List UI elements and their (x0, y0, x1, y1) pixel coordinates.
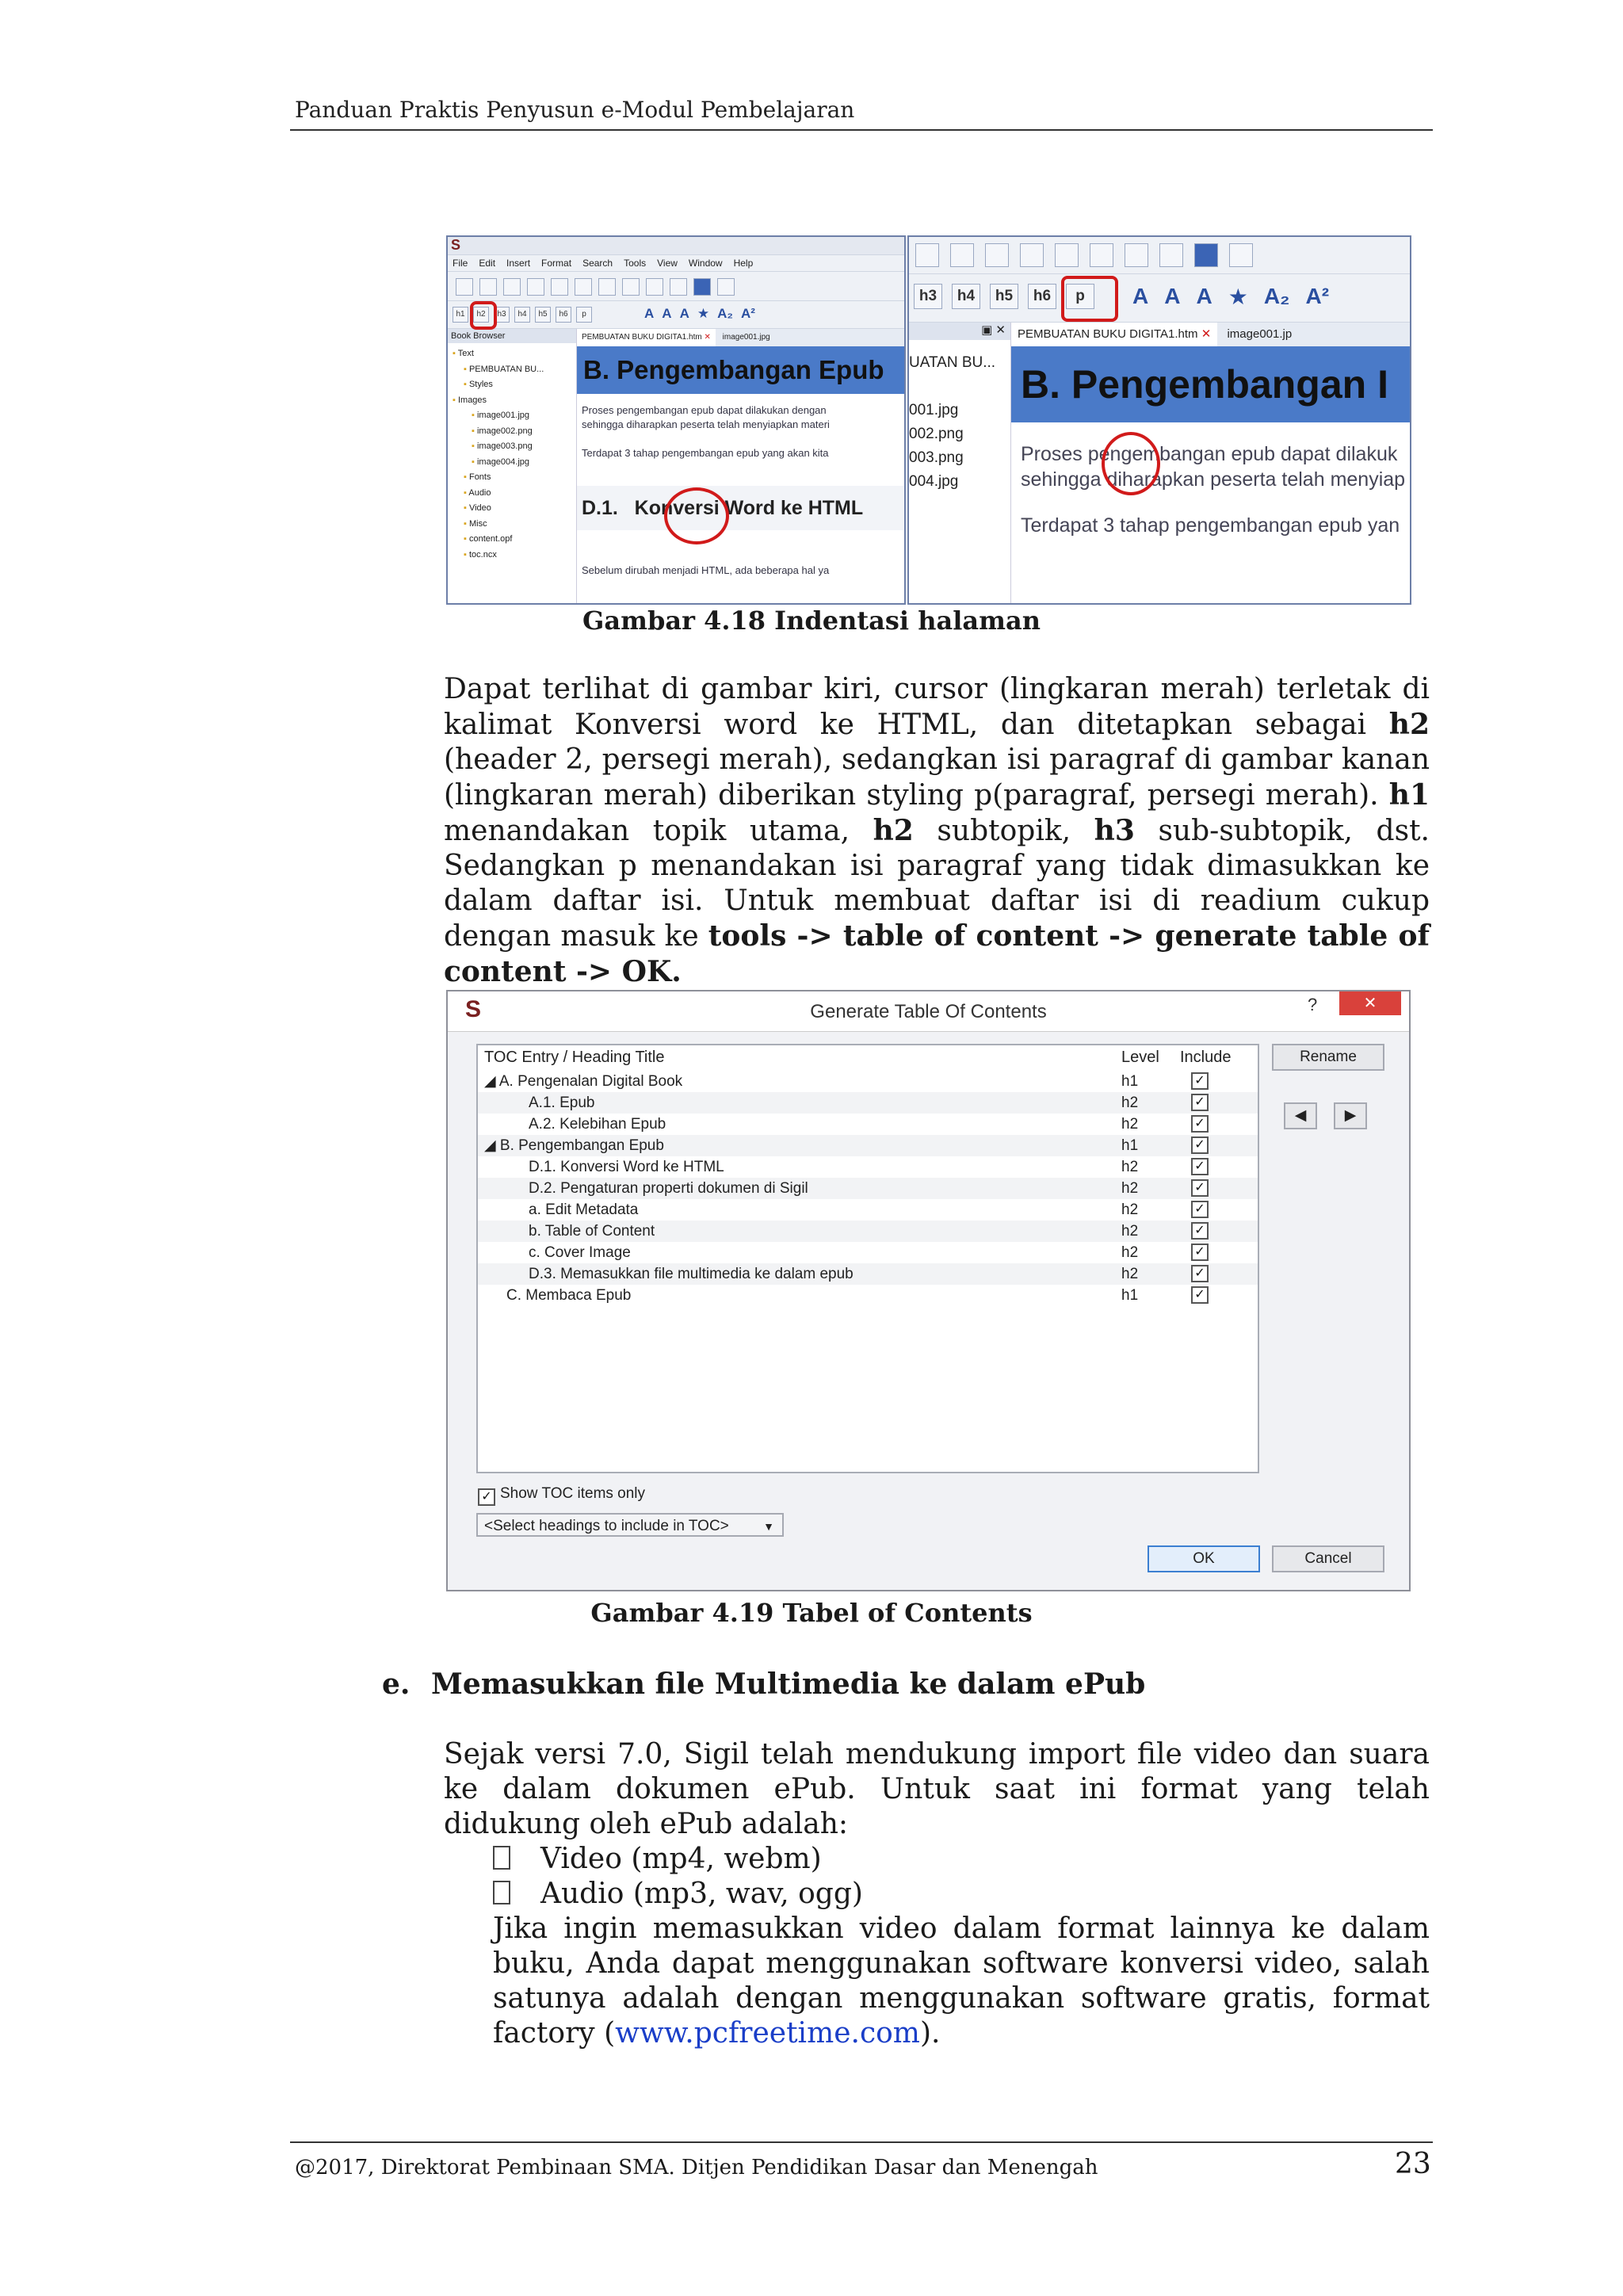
toc-row[interactable] (478, 1285, 1258, 1306)
tree-item[interactable]: ▪ Audio (464, 487, 491, 498)
epub-heading-banner: B. Pengembangan I (1011, 346, 1410, 422)
heading-button[interactable]: h4 (952, 284, 980, 309)
tree-item[interactable]: 001.jpg (909, 402, 959, 418)
tab-image[interactable]: image001.jp (1227, 327, 1293, 341)
folder-icon: ▪ (472, 411, 477, 420)
arrow-right-icon[interactable]: ▶ (1334, 1102, 1367, 1129)
select-headings-value: <Select headings to include in TOC> (484, 1518, 729, 1534)
toc-entry-level: h2 (1121, 1201, 1139, 1218)
heading-button[interactable]: h3 (914, 284, 942, 309)
toc-entry-level: h1 (1121, 1073, 1139, 1090)
heading-button[interactable]: p (576, 307, 592, 323)
folder-icon: ▪ (453, 349, 458, 358)
undo-icon[interactable] (985, 243, 1009, 267)
preview-text-line: Sebelum dirubah menjadi HTML, ada beberapa hal ya (582, 564, 830, 576)
preview-text-line: Terdapat 3 tahap pengembangan epub yang akan kita (582, 447, 829, 459)
h2-highlight-square (470, 301, 497, 330)
paste-icon[interactable] (646, 278, 663, 296)
format-icon[interactable]: A² (1305, 284, 1330, 308)
toc-entry-level: h2 (1121, 1116, 1139, 1133)
toc-row[interactable] (478, 1156, 1258, 1178)
folder-icon: ▪ (472, 457, 477, 467)
chevron-down-icon: ▼ (763, 1520, 774, 1533)
toc-entry-level: h2 (1121, 1095, 1139, 1111)
save-icon[interactable] (950, 243, 974, 267)
tab-document[interactable]: PEMBUATAN BUKU DIGITA1.htm ✕ (1011, 323, 1217, 346)
subheading-konversi: D.1. Konversi Word ke HTML (577, 486, 904, 530)
folder-icon: ▪ (464, 549, 469, 560)
heading-button[interactable]: h3 (494, 307, 510, 323)
footer-rule (290, 2141, 1433, 2143)
menu-item[interactable]: Tools (624, 258, 647, 269)
subscript-icon[interactable]: A₂ (717, 306, 733, 321)
toc-entry-title: a. Edit Metadata (529, 1201, 639, 1218)
float-icon[interactable]: ▣ (981, 323, 993, 337)
figure-right-screenshot (907, 235, 1411, 605)
include-checkbox[interactable]: ✓ (1191, 1094, 1209, 1111)
include-checkbox[interactable]: ✓ (1191, 1179, 1209, 1197)
cut-icon[interactable] (1055, 243, 1079, 267)
toc-entry-title: A.2. Kelebihan Epub (529, 1116, 666, 1133)
toc-row[interactable] (478, 1114, 1258, 1135)
p-highlight-square (1061, 276, 1118, 322)
menu-item[interactable]: File (453, 258, 468, 269)
folder-icon: ▪ (464, 534, 469, 544)
book-browser-title: Book Browser (448, 329, 576, 343)
tab-bar (577, 329, 904, 346)
pcfreetime-link[interactable]: www.pcfreetime.com (615, 2017, 920, 2050)
preview-text-line: sehingga diharapkan peserta telah menyiapkan materi (582, 418, 830, 430)
column-title-header[interactable]: TOC Entry / Heading Title (484, 1049, 665, 1066)
help-button[interactable]: ? (1308, 995, 1318, 1014)
bullet-item-video: Video (mp4, webm) (493, 1842, 822, 1877)
menu-item[interactable]: Help (733, 258, 754, 269)
book-view-icon[interactable] (1194, 243, 1218, 267)
bold-term: tools -> table of content -> generate table of content -> OK. (444, 919, 1430, 988)
show-toc-only-label: Show TOC items only (500, 1485, 646, 1502)
toc-row[interactable] (478, 1221, 1258, 1242)
code-view-icon[interactable] (717, 278, 735, 296)
menu-item[interactable]: View (657, 258, 678, 269)
toc-row[interactable] (478, 1242, 1258, 1263)
include-checkbox[interactable]: ✓ (1191, 1265, 1209, 1282)
include-checkbox[interactable]: ✓ (1191, 1286, 1209, 1304)
body-paragraph-3: Jika ingin memasukkan video dalam format lainnya ke dalam buku, Anda dapat menggunakan software konversi video, salah satunya adalah dengan menggunakan software gratis, format factory (www.pcfreetime.com). (493, 1912, 1430, 2050)
folder-icon: ▪ (464, 503, 469, 513)
heading-button[interactable]: h2 (473, 307, 489, 323)
figure-caption-4-18: Gambar 4.18 Indentasi halaman (582, 606, 1041, 636)
tree-item[interactable]: ▪ toc.ncx (464, 549, 497, 560)
star-icon[interactable]: ★ (697, 306, 710, 321)
tab-bar (1011, 323, 1410, 346)
format-icon[interactable]: A₂ (1263, 284, 1290, 308)
tree-item[interactable]: ▪ image001.jpg (472, 411, 530, 420)
toc-row[interactable] (478, 1092, 1258, 1114)
sigil-logo-icon: S (465, 996, 482, 1022)
toc-entry-title: ◢ B. Pengembangan Epub (484, 1137, 664, 1154)
dialog-titlebar (448, 991, 1409, 1032)
undo-icon[interactable] (551, 278, 568, 296)
arrow-left-icon[interactable]: ◀ (1284, 1102, 1317, 1129)
tree-item[interactable]: ▪ PEMBUATAN BU... (464, 364, 544, 374)
toc-row[interactable] (478, 1199, 1258, 1221)
running-header: Panduan Praktis Penyusun e-Modul Pembelajaran (295, 97, 855, 123)
tree-item[interactable]: ▪ Misc (464, 518, 487, 529)
save-icon[interactable] (527, 278, 544, 296)
zoomed-editor-area (1011, 323, 1410, 603)
include-checkbox[interactable]: ✓ (1191, 1244, 1209, 1261)
editor-area (577, 329, 904, 605)
toc-entry-title: D.1. Konversi Word ke HTML (529, 1159, 724, 1175)
tree-item[interactable]: ▪ image002.png (472, 426, 533, 436)
find-icon[interactable] (1159, 243, 1183, 267)
format-icon[interactable]: ★ (1228, 285, 1248, 309)
redo-icon[interactable] (575, 278, 592, 296)
find-icon[interactable] (670, 278, 687, 296)
text-run: Dapat terlihat di gambar kiri, cursor (lingkaran merah) terletak di kalimat Konversi word ke HTML, dan ditetapkan sebagai (444, 673, 1430, 741)
toc-table-header (478, 1045, 1258, 1069)
add-icon[interactable] (915, 243, 939, 267)
toc-row[interactable] (478, 1178, 1258, 1199)
toc-entry-title: A.1. Epub (529, 1095, 595, 1111)
show-toc-only-row[interactable] (478, 1484, 645, 1503)
bold-term: h2 (1388, 708, 1430, 741)
bold-a-icon[interactable]: A (644, 306, 655, 321)
body-paragraph-2: Sejak versi 7.0, Sigil telah mendukung import file video dan suara ke dalam dokumen ePub. Untuk saat ini format yang telah didukung oleh ePub adalah: (444, 1738, 1430, 1840)
paragraph-highlight-circle (1102, 432, 1160, 495)
book-view-icon[interactable] (693, 278, 711, 296)
rename-button[interactable]: Rename (1272, 1044, 1384, 1071)
zoomed-toolbar (909, 237, 1410, 274)
toc-entry-level: h2 (1121, 1180, 1139, 1197)
tree-item[interactable]: ▪ image004.jpg (472, 457, 530, 467)
section-heading-e (382, 1668, 1145, 1701)
ok-button[interactable]: OK (1148, 1545, 1260, 1572)
heading-button[interactable]: h6 (1028, 284, 1056, 309)
header-rule (290, 129, 1433, 131)
toc-entry-title: ◢ A. Pengenalan Digital Book (484, 1073, 683, 1090)
folder-icon: ▪ (472, 426, 477, 436)
copy-icon[interactable] (622, 278, 640, 296)
toc-entry-title: C. Membaca Epub (506, 1287, 632, 1304)
zoomed-book-browser (909, 323, 1011, 603)
include-checkbox[interactable]: ✓ (1191, 1072, 1209, 1090)
underline-a-icon[interactable]: A (679, 306, 689, 321)
new-icon[interactable] (456, 278, 473, 296)
format-icon[interactable]: A (1196, 284, 1212, 308)
menu-item[interactable]: Edit (479, 258, 496, 269)
include-checkbox[interactable]: ✓ (1191, 1115, 1209, 1133)
toc-row[interactable] (478, 1135, 1258, 1156)
window-titlebar (448, 237, 904, 255)
menu-bar (448, 255, 904, 272)
tree-item[interactable]: ▪ image003.png (472, 441, 533, 451)
toc-entry-level: h1 (1121, 1137, 1139, 1154)
folder-icon: ▪ (464, 364, 469, 374)
epub-heading-banner: B. Pengembangan Epub (577, 346, 904, 394)
text-run: (header 2, persegi merah), sedangkan isi paragraf di gambar kanan (lingkaran merah) diberikan styling p(paragraf, persegi merah). (444, 743, 1430, 812)
format-icon[interactable]: A (1164, 284, 1181, 308)
toc-entry-title: D.3. Memasukkan file multimedia ke dalam epub (529, 1266, 854, 1282)
toc-entry-level: h2 (1121, 1223, 1139, 1240)
footer-text: @2017, Direktorat Pembinaan SMA. Ditjen Pendidikan Dasar dan Menengah (295, 2156, 1098, 2179)
include-checkbox[interactable]: ✓ (1191, 1222, 1209, 1240)
tree-item[interactable]: 003.png (909, 449, 964, 466)
toc-entry-level: h1 (1121, 1287, 1139, 1304)
select-headings-dropdown[interactable] (476, 1513, 784, 1537)
toc-entry-level: h2 (1121, 1244, 1139, 1261)
code-view-icon[interactable] (1229, 243, 1253, 267)
toc-entry-level: h2 (1121, 1266, 1139, 1282)
folder-icon: ▪ (464, 380, 469, 389)
heading-button[interactable]: h6 (556, 307, 571, 323)
menu-item[interactable]: Insert (506, 258, 531, 269)
zoomed-heading-toolbar (909, 274, 1410, 323)
heading-button[interactable]: h5 (990, 284, 1018, 309)
folder-icon: ▪ (453, 395, 458, 405)
italic-a-icon[interactable]: A (662, 306, 672, 321)
preview-text-line: Proses pengembangan epub dapat dilakukan dengan (582, 404, 827, 416)
redo-icon[interactable] (1020, 243, 1044, 267)
bold-term: h3 (1094, 814, 1135, 847)
format-icon[interactable]: A (1132, 284, 1149, 308)
tree-item[interactable]: UATAN BU... (909, 354, 996, 371)
heading-button[interactable]: h1 (453, 307, 468, 323)
preview-text-line: Terdapat 3 tahap pengembangan epub yan (1021, 514, 1400, 537)
figure-left-screenshot (446, 235, 906, 605)
tree-item[interactable]: 002.png (909, 426, 964, 442)
section-title: Memasukkan file Multimedia ke dalam ePub (431, 1668, 1146, 1701)
preview-text-line: Proses pengembangan epub dapat dilakuk (1021, 443, 1398, 465)
cursor-highlight-circle (664, 487, 729, 544)
add-icon[interactable] (503, 278, 521, 296)
toc-row[interactable] (478, 1263, 1258, 1285)
include-checkbox[interactable]: ✓ (1191, 1137, 1209, 1154)
heading-button[interactable]: h5 (535, 307, 551, 323)
include-checkbox[interactable]: ✓ (1191, 1158, 1209, 1175)
menu-item[interactable]: Format (541, 258, 572, 269)
toc-entry-title: b. Table of Content (529, 1223, 655, 1240)
cut-icon[interactable] (598, 278, 616, 296)
bullet-item-audio: Audio (mp3, wav, ogg) (493, 1877, 863, 1912)
copy-icon[interactable] (1090, 243, 1113, 267)
tab-image[interactable]: image001.jpg (722, 333, 770, 342)
heading-button[interactable]: p (1066, 284, 1094, 309)
tree-item[interactable]: ▪ Text (453, 349, 474, 358)
bold-term: h2 (873, 814, 914, 847)
folder-icon: ▪ (464, 518, 469, 529)
bold-term: h1 (1388, 778, 1430, 812)
section-number: e. (382, 1668, 411, 1701)
toc-table (476, 1044, 1259, 1473)
tree-item[interactable]: ▪ Styles (464, 380, 493, 389)
show-toc-only-checkbox[interactable]: ✓ (478, 1488, 495, 1506)
open-icon[interactable] (479, 278, 497, 296)
close-panel-icon[interactable]: ✕ (995, 323, 1006, 337)
toc-entry-title: c. Cover Image (529, 1244, 631, 1261)
main-toolbar (448, 272, 904, 301)
text-run: menandakan topik utama, (444, 815, 873, 847)
cancel-button[interactable]: Cancel (1272, 1545, 1384, 1572)
column-level-header[interactable]: Level (1121, 1049, 1159, 1066)
heading-toolbar (448, 301, 904, 329)
generate-toc-dialog (446, 990, 1411, 1591)
tree-item[interactable]: ▪ Images (453, 395, 487, 405)
text-run: sub-subtopik, dst. Sedangkan p menandakan isi paragraf yang tidak dimasukkan ke dalam daftar isi. Untuk membuat daftar isi di readium cukup dengan masuk ke (444, 815, 1430, 953)
sigil-logo-icon: S (451, 237, 461, 253)
folder-icon: ▪ (472, 441, 477, 451)
dialog-title: Generate Table Of Contents (810, 1001, 1047, 1022)
preview-text-line: sehingga diharapkan peserta telah menyiap (1021, 468, 1406, 491)
menu-item[interactable]: Window (688, 258, 723, 269)
menu-item[interactable]: Search (582, 258, 613, 269)
include-checkbox[interactable]: ✓ (1191, 1201, 1209, 1218)
close-button[interactable]: ✕ (1339, 991, 1401, 1015)
heading-button[interactable]: h4 (514, 307, 530, 323)
page-number: 23 (1395, 2148, 1431, 2180)
toc-entry-title: D.2. Pengaturan properti dokumen di Sigil (529, 1180, 808, 1197)
tree-item[interactable]: ▪ content.opf (464, 534, 513, 544)
folder-icon: ▪ (464, 487, 469, 498)
folder-icon: ▪ (464, 472, 469, 482)
figure-caption-4-19: Gambar 4.19 Tabel of Contents (590, 1598, 1033, 1628)
toc-entry-level: h2 (1121, 1159, 1139, 1175)
text-run: subtopik, (913, 815, 1094, 847)
column-include-header[interactable]: Include (1180, 1049, 1232, 1066)
superscript-icon[interactable]: A² (740, 306, 755, 321)
tree-item[interactable]: ▪ Fonts (464, 472, 491, 482)
body-paragraph-1 (444, 672, 1430, 990)
tab-document[interactable]: PEMBUATAN BUKU DIGITA1.htm ✕ (577, 329, 716, 346)
tree-item[interactable]: ▪ Video (464, 503, 491, 513)
toc-row[interactable] (478, 1071, 1258, 1092)
tree-item[interactable]: 004.jpg (909, 473, 959, 490)
paste-icon[interactable] (1125, 243, 1148, 267)
book-browser-panel (448, 329, 577, 605)
